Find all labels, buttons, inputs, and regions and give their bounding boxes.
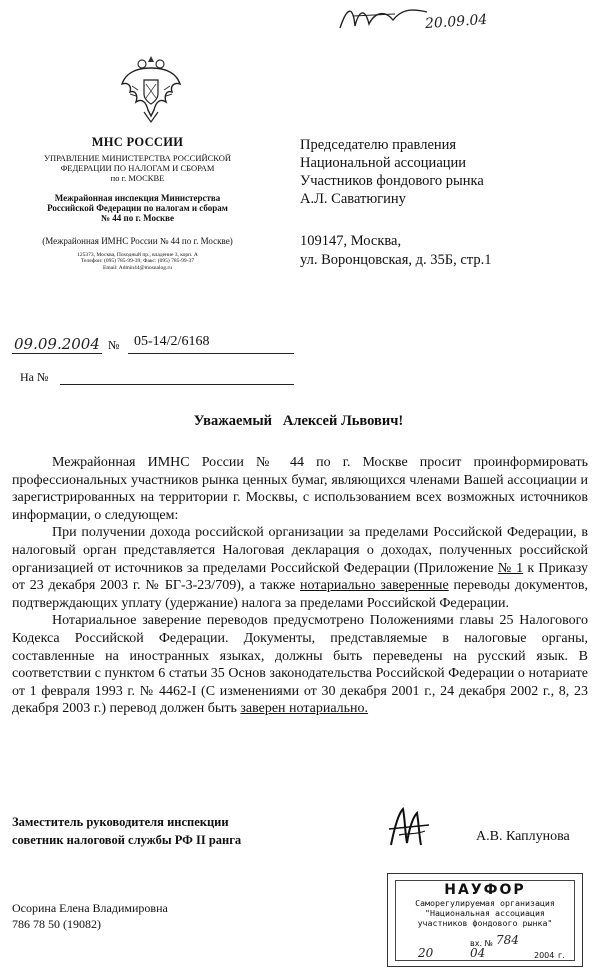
letter-body <box>12 454 588 718</box>
stamp-incoming-label: вх. № <box>470 939 493 948</box>
handwritten-note-date: 20.09.04 <box>424 11 488 33</box>
underlined-text: заверен нотариально. <box>240 701 369 717</box>
signatory-position-line: советник налоговой службы РФ II ранга <box>12 833 242 847</box>
executor-block <box>12 900 168 932</box>
sender-department-line: по г. МОСКВЕ <box>110 173 165 183</box>
sender-department-line: УПРАВЛЕНИЕ МИНИСТЕРСТВА РОССИЙСКОЙ <box>43 153 232 163</box>
stamp-year-suffix: г. <box>558 951 565 960</box>
letter-date: 09.09.2004 <box>14 335 100 353</box>
sender-inspection-line: № 44 по г. Москве <box>101 213 174 223</box>
body-paragraph-3 <box>12 612 588 718</box>
recipient-line: Участников фондового рынка <box>300 173 484 189</box>
signatory-name: А.В. Каплунова <box>476 829 570 844</box>
recipient-address-line: ул. Воронцовская, д. 35Б, стр.1 <box>300 252 492 268</box>
underlined-text: нотариально заверенные <box>300 578 449 594</box>
salutation: Уважаемый Алексей Львович! <box>193 413 404 429</box>
recipient-block <box>300 136 484 208</box>
handwritten-note <box>335 2 597 32</box>
stamp-title: НАУФОР <box>444 882 526 898</box>
stamp-line: участников фондового рынка" <box>417 918 553 928</box>
letter-number: 05-14/2/6168 <box>134 334 210 349</box>
body-paragraph-1: Межрайонная ИМНС России № 44 по г. Москве просит проинформировать профессиональных участников рынка ценных бумаг, являющихся членами Вашей ассоциации и зарегистрированных на территории г. Москвы, с использованием всех возможных источников информации, о следующем: <box>12 455 588 523</box>
body-text-span: переводы документов, подтверждающих уплату (удержание) налога за пределами Российской Федерации. <box>12 578 588 611</box>
coat-of-arms-emblem <box>118 50 184 126</box>
stamp-year: 2004 <box>534 951 555 960</box>
sender-contacts <box>20 252 255 271</box>
reference-underline <box>60 384 294 385</box>
stamp-line: Саморегулируемая организация <box>415 898 555 908</box>
reference-label: На № <box>20 370 49 384</box>
sender-inspection <box>20 193 255 223</box>
stamp-day: 20 <box>418 946 434 960</box>
sender-org-title: МНС РОССИИ <box>91 135 184 149</box>
sender-department-line: ФЕДЕРАЦИИ ПО НАЛОГАМ И СБОРАМ <box>60 163 215 173</box>
executor-phone: 786 78 50 (19082) <box>12 917 101 931</box>
sender-inspection-line: Российской Федерации по налогам и сборам <box>47 203 228 213</box>
sender-department <box>20 153 255 183</box>
body-text-span: Нотариальное заверение переводов предусмотрено Положениями главы 25 Налогового Кодекса Российской Федерации. Документы, представляемые в налоговые органы, составленные на иностранных языках, должны быть переведены на русский язык. В соответствии с пунктом 6 статьи 35 Основ законодательства Российской Федерации о нотариате от 1 февраля 1993 г. № 4462-I (С изменениями от 30 декабря 2001 г., 24 декабря 2002 г., 8, 23 декабря 2003 г.) перевод должен быть <box>12 613 588 717</box>
sender-inspection-line: Межрайонная инспекция Министерства <box>54 193 221 203</box>
body-text-span: к Приказу от 23 декабря 2003 г. № БГ-3-23/709), а также <box>12 560 588 594</box>
body-paragraph-2 <box>12 524 588 612</box>
executor-name: Осорина Елена Владимировна <box>12 901 168 915</box>
recipient-name: А.Л. Саватюгину <box>300 191 406 207</box>
incoming-stamp <box>387 873 583 967</box>
recipient-address <box>300 232 491 270</box>
stamp-inner-frame <box>395 880 575 961</box>
stamp-incoming-number: 784 <box>496 933 519 947</box>
recipient-line: Председателю правления <box>300 137 457 153</box>
underlined-text: № 1 <box>497 560 524 576</box>
recipient-line: Национальной ассоциации <box>300 155 467 171</box>
letter-date-underline <box>12 353 102 354</box>
body-text-span: При получении дохода российской организации за пределами Российской Федерации, в налоговый орган представляется Налоговая декларация о доходах, полученных российской организацией от источников за пределами Российской Федерации (Приложение <box>12 525 588 576</box>
letter-number-underline <box>128 353 294 354</box>
stamp-lines <box>396 898 574 928</box>
recipient-address-line: 109147, Москва, <box>300 233 402 249</box>
sender-inspection-short: (Межрайонная ИМНС России № 44 по г. Москве) <box>42 236 233 246</box>
sender-phone-fax: Телефон: (095) 785-99-39; Факс: (095) 785-99-37 <box>81 258 194 265</box>
letter-number-label: № <box>108 338 120 352</box>
signatory-position <box>12 813 241 849</box>
handwritten-signature <box>335 2 430 32</box>
stamp-month: 04 <box>470 946 486 960</box>
signatory-signature <box>385 805 435 851</box>
signatory-position-line: Заместитель руководителя инспекции <box>12 815 229 829</box>
stamp-line: "Национальная ассоциация <box>425 908 545 918</box>
sender-email: Email: Admin44@mosnalog.ru <box>103 264 172 271</box>
sender-address: 125373, Москва, Походный пр., владение 3, корп. А <box>77 252 198 258</box>
